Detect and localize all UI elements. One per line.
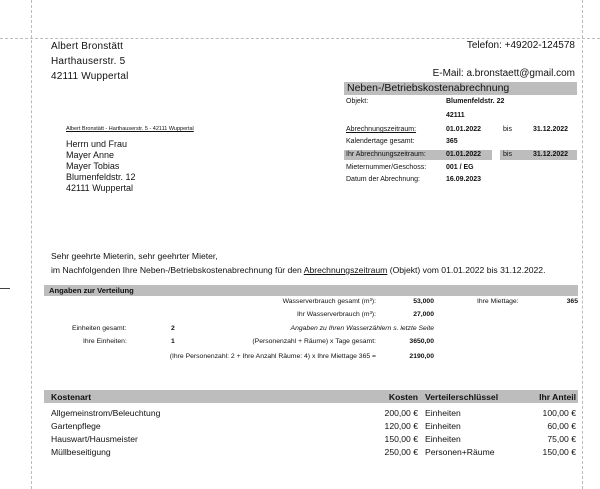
col-ihr-anteil: Ihr Anteil: [539, 392, 576, 402]
sender-email: E-Mail: a.bronstaett@gmail.com: [432, 68, 575, 79]
bis-label-2: bis: [503, 151, 512, 158]
recipient-line-1: Herrn und Frau: [66, 139, 128, 149]
formula-1: (Personenzahl + Räume) x Tage gesamt:: [252, 338, 376, 345]
sender-city: 42111 Wuppertal: [51, 71, 129, 82]
col-kosten: Kosten: [388, 392, 418, 402]
cell-anteil: 75,00 €: [547, 434, 576, 444]
cell-kosten: 250,00 €: [384, 447, 418, 457]
cell-kostenart: Allgemeinstrom/Beleuchtung: [51, 408, 161, 418]
fold-mark: [0, 288, 10, 289]
objekt-zip: 42111: [446, 112, 465, 119]
objekt-value: Blumenfeldstr. 22: [446, 98, 505, 105]
kalendertage-label: Kalendertage gesamt:: [346, 138, 415, 145]
cell-schluessel: Einheiten: [425, 408, 461, 418]
cell-kosten: 150,00 €: [384, 434, 418, 444]
recipient-line-2: Mayer Anne: [66, 150, 115, 160]
formula-2-value: 2190,00: [409, 353, 434, 360]
formula-1-value: 3650,00: [409, 338, 434, 345]
cell-schluessel: Personen+Räume: [425, 447, 495, 457]
datum-value: 16.09.2023: [446, 176, 482, 183]
cell-kosten: 200,00 €: [384, 408, 418, 418]
abrechnungszeitraum-to: 31.12.2022: [533, 126, 569, 133]
cell-kostenart: Müllbeseitigung: [51, 447, 111, 457]
ihr-wasser-value: 27,000: [413, 311, 434, 318]
ihr-wasser-label: Ihr Wasserverbrauch (m³):: [296, 311, 376, 318]
col-kostenart: Kostenart: [51, 392, 92, 402]
datum-label: Datum der Abrechnung:: [346, 176, 420, 183]
cell-anteil: 60,00 €: [547, 421, 576, 431]
ihr-zeitraum-from: 01.01.2022: [446, 151, 482, 158]
abrechnungszeitraum-from: 01.01.2022: [446, 126, 482, 133]
cell-kostenart: Hauswart/Hausmeister: [51, 434, 138, 444]
mieternummer-value: 001 / EG: [446, 164, 474, 171]
page-guide-right: [582, 0, 583, 489]
recipient-line-4: Blumenfeldstr. 12: [66, 172, 136, 182]
cell-schluessel: Einheiten: [425, 434, 461, 444]
intro-text: im Nachfolgenden Ihre Neben-/Betriebskostenabrechnung für den Abrechnungszeitraum (Objekt) vom 01.01.2022 bis 31.12.2022.: [51, 265, 546, 275]
cell-anteil: 100,00 €: [542, 408, 576, 418]
cell-kosten: 120,00 €: [384, 421, 418, 431]
cell-schluessel: Einheiten: [425, 421, 461, 431]
document-title: Neben-/Betriebskostenabrechnung: [344, 82, 577, 95]
ihre-einheiten-value: 1: [171, 338, 175, 345]
abrechnungszeitraum-label: Abrechnungszeitraum:: [346, 126, 417, 133]
kalendertage-value: 365: [446, 138, 458, 145]
sender-street: Harthauserstr. 5: [51, 56, 126, 67]
distribution-title: Angaben zur Verteilung: [44, 285, 578, 296]
wasser-gesamt-label: Wasserverbrauch gesamt (m³):: [282, 298, 376, 305]
wasser-gesamt-value: 53,000: [413, 298, 434, 305]
mietage-value: 365: [566, 298, 578, 305]
mieternummer-label: Mieternummer/Geschoss:: [346, 164, 427, 171]
recipient-line-3: Mayer Tobias: [66, 161, 120, 171]
intro-underlined: Abrechnungszeitraum: [303, 265, 388, 275]
mietage-label: Ihre Miettage:: [477, 298, 519, 305]
cell-kostenart: Gartenpflege: [51, 421, 101, 431]
col-verteilerschluessel: Verteilerschlüssel: [425, 392, 499, 402]
page-guide-left: [31, 0, 32, 489]
einheiten-gesamt-label: Einheiten gesamt:: [72, 325, 127, 332]
einheiten-gesamt-value: 2: [171, 325, 175, 332]
sender-name: Albert Bronstätt: [51, 41, 124, 52]
objekt-label: Objekt:: [346, 98, 369, 105]
ihr-zeitraum-label: Ihr Abrechnungszeitraum:: [346, 151, 426, 158]
sender-phone: Telefon: +49202-124578: [466, 40, 575, 51]
return-address: Albert Bronstätt - Harthauserstr. 5 - 42111 Wuppertal: [66, 126, 194, 132]
cell-anteil: 150,00 €: [542, 447, 576, 457]
ihre-einheiten-label: Ihre Einheiten:: [83, 338, 127, 345]
wasser-note: Angaben zu Ihren Wasserzählern s. letzte Seite: [290, 325, 434, 332]
formula-2: (Ihre Personenzahl: 2 + Ihre Anzahl Räume: 4) x Ihre Miettage 365 =: [169, 353, 376, 360]
bis-label-1: bis: [503, 126, 512, 133]
salutation: Sehr geehrte Mieterin, sehr geehrter Mieter,: [51, 251, 218, 261]
ihr-zeitraum-to: 31.12.2022: [533, 151, 569, 158]
recipient-line-5: 42111 Wuppertal: [66, 183, 134, 193]
